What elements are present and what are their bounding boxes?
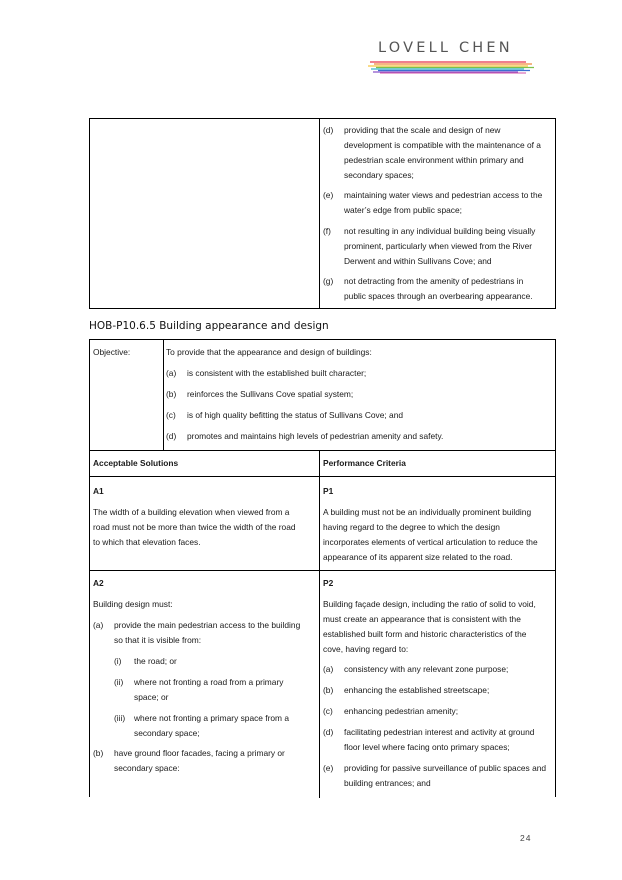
p1-id: P1 bbox=[323, 486, 334, 496]
p2-item-label: (a) bbox=[323, 664, 334, 674]
objective-item-label: (d) bbox=[166, 431, 177, 441]
a2-intro: Building design must: bbox=[93, 599, 173, 609]
objective-label: Objective: bbox=[93, 347, 131, 357]
section-heading: HOB-P10.6.5 Building appearance and design bbox=[89, 320, 329, 332]
p2-item-text: enhancing pedestrian amenity; bbox=[344, 706, 459, 716]
objective-item-text: is consistent with the established built character; bbox=[187, 368, 367, 378]
a2-sub-text: where not fronting a road from a primary space; or bbox=[134, 677, 284, 702]
p1-text: A building must not be an individually prominent building having regard to the degree to which the design incorporates elements of vertical articulation to reduce the appearance of its apparent size related to the road. bbox=[323, 507, 538, 562]
objective-item-text: reinforces the Sullivans Cove spatial system; bbox=[187, 389, 354, 399]
a2-sub-label: (i) bbox=[114, 656, 122, 666]
p2-item-text: providing for passive surveillance of public spaces and building entrances; and bbox=[344, 763, 547, 788]
a1-id: A1 bbox=[93, 486, 104, 496]
objective-item-label: (c) bbox=[166, 410, 176, 420]
column-header-performance: Performance Criteria bbox=[323, 458, 406, 468]
p2-item-text: consistency with any relevant zone purpose; bbox=[344, 664, 509, 674]
p2-intro: Building façade design, including the ratio of solid to void, must create an appearance that is consistent with the established built form and historic characteristics of the cove, having regard to: bbox=[323, 599, 536, 654]
p2-item-text: enhancing the established streetscape; bbox=[344, 685, 490, 695]
objective-intro: To provide that the appearance and design of buildings: bbox=[166, 347, 372, 357]
a2-item-label: (b) bbox=[93, 748, 104, 758]
a2-item-text: provide the main pedestrian access to the building so that it is visible from: bbox=[114, 620, 301, 645]
p2-item-label: (b) bbox=[323, 685, 334, 695]
a2-sub-text: the road; or bbox=[134, 656, 177, 666]
p2-item-label: (c) bbox=[323, 706, 333, 716]
a2-sub-text: where not fronting a primary space from a secondary space; bbox=[134, 713, 290, 738]
brand-logo-stripes bbox=[368, 60, 536, 74]
p2-item-label: (e) bbox=[323, 763, 334, 773]
top-table: (d) providing that the scale and design of new development is compatible with the maintenance of a pedestrian scale environment within primary and secondary spaces; (e) maintaining water views and pedestrian access to the water’s edge from public space; (f) not resulting in any individual building being visually prominent, particularly when viewed from the River Derwent and within Sullivans Cove; and (g) not detracting from the amenity of pedestrians in public spaces through an overbearing appearance. bbox=[89, 118, 556, 309]
a2-sub-label: (iii) bbox=[114, 713, 126, 723]
p2-item-text: facilitating pedestrian interest and activity at ground floor level where facing onto primary spaces; bbox=[344, 727, 535, 752]
page-number: 24 bbox=[520, 833, 532, 843]
objective-item-text: is of high quality befitting the status of Sullivans Cove; and bbox=[187, 410, 404, 420]
standards-table bbox=[89, 339, 556, 797]
column-header-acceptable: Acceptable Solutions bbox=[93, 458, 179, 468]
a2-sub-label: (ii) bbox=[114, 677, 124, 687]
a2-item-text: have ground floor facades, facing a primary or secondary space: bbox=[114, 748, 285, 773]
a1-text: The width of a building elevation when viewed from a road must not be more than twice the width of the road to which that elevation faces. bbox=[93, 507, 296, 547]
a2-item-label: (a) bbox=[93, 620, 104, 630]
p2-id: P2 bbox=[323, 578, 334, 588]
p2-item-label: (d) bbox=[323, 727, 334, 737]
objective-item-label: (b) bbox=[166, 389, 177, 399]
a2-id: A2 bbox=[93, 578, 104, 588]
objective-item-text: promotes and maintains high levels of pedestrian amenity and safety. bbox=[187, 431, 444, 441]
objective-item-label: (a) bbox=[166, 368, 177, 378]
brand-logo-text: LOVELL CHEN bbox=[378, 40, 513, 56]
